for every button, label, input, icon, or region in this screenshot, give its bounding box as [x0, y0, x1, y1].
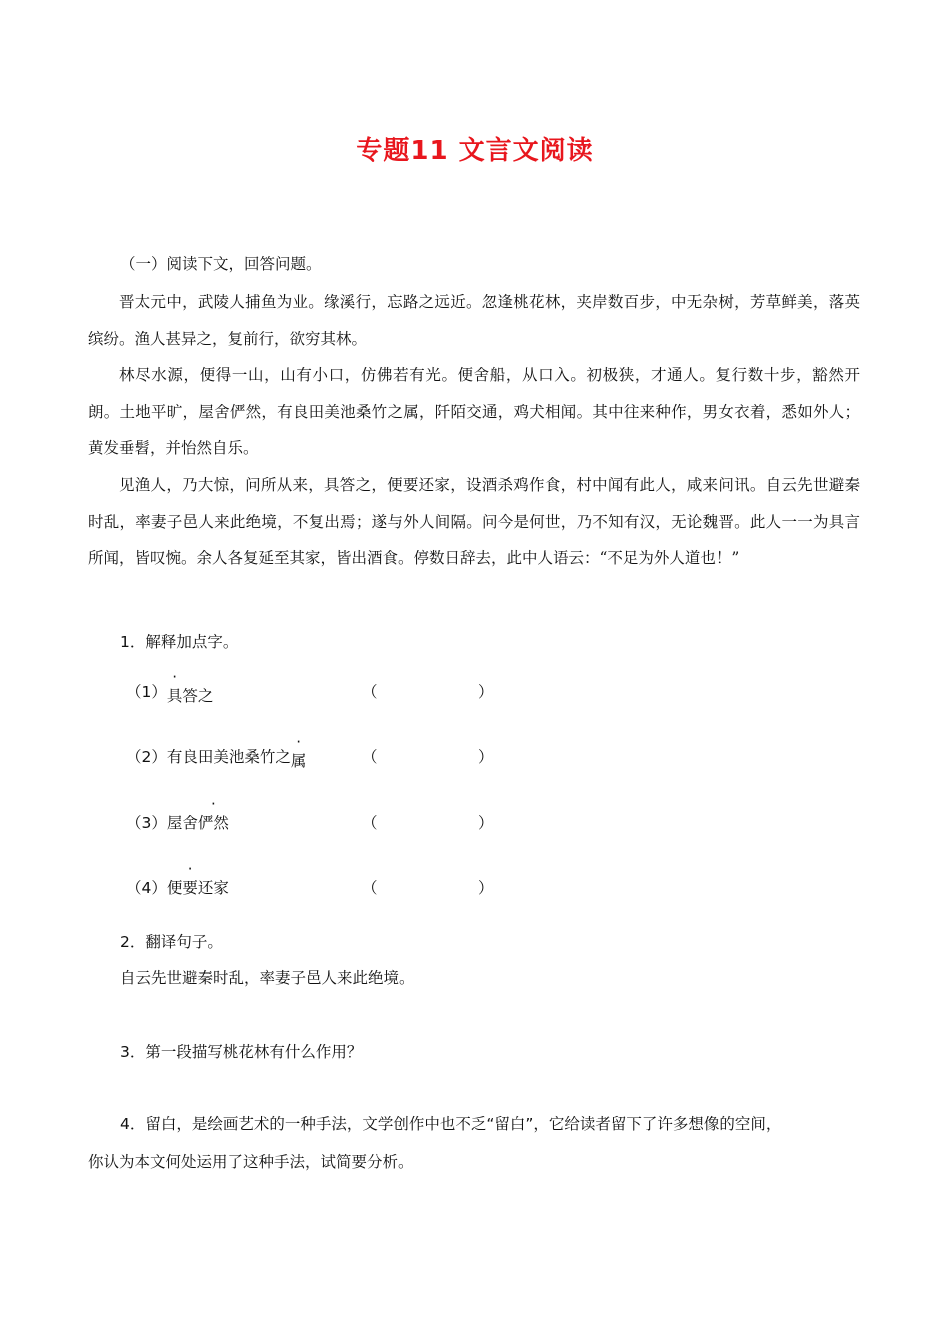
item-text: 屋舍 [166, 814, 198, 832]
item-text: 有良田美池桑竹之 [166, 748, 291, 766]
item-number: （2） [126, 748, 167, 766]
item-number: （4） [126, 879, 167, 897]
question-4-line-2: 你认为本文何处运用了这种手法，试简要分析。 [88, 1153, 414, 1171]
question-4-line-1: 4．留白，是绘画艺术的一种手法，文学创作中也不乏“留白”，它给读者留下了许多想像的空间， [120, 1115, 782, 1133]
passage-paragraph-3: 见渔人，乃大惊，问所从来，具答之，便要还家，设酒杀鸡作食，村中闻有此人，咸来问讯。自云先世避秦时乱，率妻子邑人来此绝境，不复出焉；遂与外人间隔。问今是何世，乃不知有汉，无论魏晋。此人一一为具言所闻，皆叹惋。余人各复延至其家，皆出酒食。停数日辞去，此中人语云：“不足为外人道也！” [88, 476, 860, 567]
item-text: 还家 [197, 879, 229, 897]
question-3-label: 3．第一段描写桃花林有什么作用？ [120, 1043, 363, 1061]
answer-blank-open[interactable]: （ [362, 814, 378, 832]
answer-blank-close[interactable]: ） [478, 748, 494, 766]
answer-blank-open[interactable]: （ [362, 748, 378, 766]
passage-paragraph-2: 林尽水源，便得一山，山有小口，仿佛若有光。便舍船，从口入。初极狭，才通人。复行数十步，豁然开朗。土地平旷，屋舍俨然，有良田美池桑竹之属，阡陌交通，鸡犬相闻。其中往来种作，男女衣着，悉如外人；黄发垂髫，并怡然自乐。 [88, 366, 860, 457]
answer-blank-open[interactable]: （ [362, 879, 378, 897]
item-number: （3） [126, 814, 167, 832]
question-1-item-2 [126, 745, 307, 770]
question-1-item-4 [126, 876, 229, 898]
answer-blank-close[interactable]: ） [478, 814, 494, 832]
question-1-item-1 [126, 680, 214, 705]
dotted-char: 要 [182, 879, 198, 897]
answer-blank-close[interactable]: ） [478, 683, 494, 701]
question-2-sentence: 自云先世避秦时乱，率妻子邑人来此绝境。 [120, 969, 415, 987]
item-text: 答之 [182, 687, 214, 705]
question-1-item-3 [126, 811, 229, 833]
item-number: （1） [126, 683, 167, 701]
page-title: 专题11 文言文阅读 [356, 136, 594, 166]
question-2-label: 2．翻译句子。 [120, 933, 223, 951]
passage-paragraph-1: 晋太元中，武陵人捕鱼为业。缘溪行，忘路之远近。忽逢桃花林，夹岸数百步，中无杂树，芳草鲜美，落英缤纷。渔人甚异之，复前行，欲穷其林。 [88, 293, 860, 348]
dotted-char: 具 [166, 687, 183, 705]
question-1-label: 1．解释加点字。 [120, 633, 239, 651]
dotted-char: 俨然 [197, 814, 229, 832]
answer-blank-open[interactable]: （ [362, 683, 378, 701]
item-text: 便 [166, 879, 183, 897]
answer-blank-close[interactable]: ） [478, 879, 494, 897]
section-intro: （一）阅读下文，回答问题。 [120, 255, 322, 273]
dotted-char: 属 [290, 752, 307, 770]
